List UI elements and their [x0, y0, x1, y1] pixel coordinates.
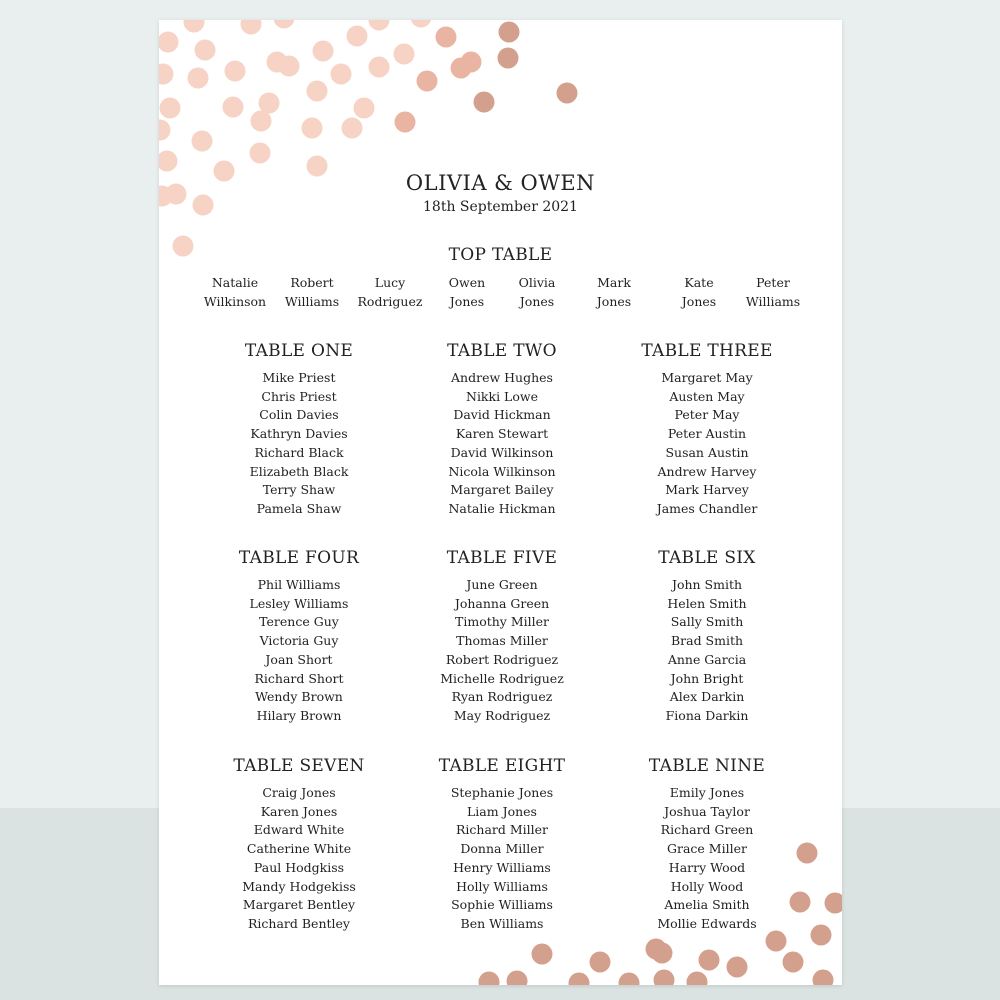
guest-name: Terry Shaw: [262, 482, 336, 498]
guest-name: Lesley Williams: [249, 595, 349, 611]
guest-name: Brad Smith: [670, 633, 744, 649]
guest-name: Wendy Brown: [255, 689, 343, 705]
top-table-title: TOP TABLE: [448, 245, 553, 265]
table-title: TABLE FOUR: [238, 548, 360, 568]
confetti-dot: [654, 970, 675, 986]
guest-name: Margaret Bentley: [242, 897, 356, 913]
confetti-dot: [727, 957, 748, 978]
top-table-guest: Robert Williams: [284, 275, 340, 309]
confetti-dot: [251, 111, 272, 132]
guest-name: Liam Jones: [467, 803, 537, 819]
guest-name: Colin Davies: [259, 407, 339, 423]
seating-table: [194, 547, 404, 726]
guest-name: Andrew Harvey: [657, 463, 757, 479]
confetti-dot: [159, 151, 178, 172]
confetti-dot: [159, 120, 171, 141]
confetti-dot: [395, 112, 416, 133]
guest-name: Nicola Wilkinson: [448, 463, 556, 479]
confetti-dot: [652, 943, 673, 964]
guest-name: Harry Wood: [668, 859, 746, 875]
guest-name: Donna Miller: [460, 841, 544, 857]
seating-table: [397, 547, 607, 726]
confetti-dot: [813, 970, 834, 986]
guest-name: Robert Rodriguez: [445, 651, 559, 667]
guest-name: Margaret May: [661, 370, 753, 385]
confetti-dot: [783, 952, 804, 973]
guest-list: [602, 784, 812, 934]
guest-name: Stephanie Jones: [450, 785, 554, 800]
table-title: TABLE SEVEN: [233, 756, 365, 776]
top-table: [159, 244, 842, 313]
confetti-dot: [313, 41, 334, 62]
confetti-dot: [159, 64, 174, 85]
table-title: TABLE NINE: [648, 756, 766, 776]
top-table-guest: Mark Jones: [596, 275, 632, 309]
guest-name: Richard Short: [254, 670, 344, 686]
confetti-dot: [811, 925, 832, 946]
guest-name: Craig Jones: [262, 785, 336, 800]
guest-name: Holly Williams: [456, 878, 548, 894]
top-table-guest: Owen Jones: [448, 275, 486, 309]
confetti-dot: [461, 52, 482, 73]
guest-list: [397, 576, 607, 726]
guest-name: James Chandler: [656, 500, 758, 516]
confetti-dot: [279, 56, 300, 77]
guest-name: Susan Austin: [665, 444, 749, 460]
guest-name: Natalie Hickman: [448, 500, 556, 516]
confetti-dot: [687, 972, 708, 986]
confetti-dot: [436, 27, 457, 48]
guest-list: [397, 784, 607, 934]
guest-name: Alex Darkin: [669, 689, 745, 705]
wedding-date: 18th September 2021: [423, 199, 578, 215]
guest-name: Mollie Edwards: [657, 915, 757, 931]
confetti-dot: [557, 83, 578, 104]
guest-name: Catherine White: [246, 841, 352, 857]
confetti-dot: [184, 20, 205, 33]
confetti-dot: [347, 26, 368, 47]
table-title: TABLE FIVE: [446, 548, 558, 568]
guest-list: [194, 576, 404, 726]
confetti-dot: [411, 20, 432, 28]
confetti-dot: [192, 131, 213, 152]
seating-table: [602, 755, 812, 934]
guest-name: Mandy Hodgekiss: [242, 878, 356, 894]
top-table-guest: Kate Jones: [681, 275, 717, 309]
guest-name: May Rodriguez: [453, 707, 551, 723]
table-title: TABLE THREE: [641, 341, 773, 361]
guest-name: Timothy Miller: [455, 614, 549, 630]
guest-name: Thomas Miller: [456, 633, 548, 649]
guest-name: Paul Hodgkiss: [253, 859, 345, 875]
table-title: TABLE ONE: [244, 341, 354, 361]
couple-names: OLIVIA & OWEN: [405, 171, 596, 195]
guest-name: Mike Priest: [262, 370, 336, 385]
guest-name: Margaret Bailey: [450, 482, 554, 498]
confetti-dot: [195, 40, 216, 61]
confetti-dot: [354, 98, 375, 119]
plan-header: [159, 170, 842, 216]
guest-name: Richard Black: [254, 444, 344, 460]
guest-name: Karen Jones: [260, 803, 338, 819]
top-table-guest: Lucy Rodriguez: [357, 275, 423, 309]
guest-name: Amelia Smith: [664, 897, 750, 913]
confetti-dot: [369, 57, 390, 78]
guest-name: Kathryn Davies: [250, 426, 348, 442]
confetti-dot: [188, 68, 209, 89]
confetti-dot: [766, 931, 787, 952]
guest-name: Karen Stewart: [455, 426, 549, 442]
guest-name: Henry Williams: [453, 859, 551, 875]
confetti-dot: [699, 950, 720, 971]
confetti-dot: [590, 952, 611, 973]
guest-name: Sophie Williams: [451, 897, 553, 913]
guest-name: Andrew Hughes: [451, 370, 553, 385]
guest-name: Helen Smith: [667, 595, 747, 611]
guest-name: Peter May: [674, 407, 740, 423]
guest-name: Austen May: [669, 388, 745, 404]
confetti-dot: [225, 61, 246, 82]
top-table-guests: [159, 273, 842, 313]
guest-name: Richard Miller: [455, 822, 549, 838]
guest-name: John Bright: [670, 670, 744, 686]
guest-name: Holly Wood: [670, 878, 744, 894]
guest-name: Elizabeth Black: [249, 463, 349, 479]
guest-list: [194, 369, 404, 519]
top-table-guest: Natalie Wilkinson: [203, 275, 267, 309]
guest-name: Pamela Shaw: [256, 500, 342, 516]
guest-name: John Smith: [671, 577, 743, 592]
confetti-dot: [250, 143, 271, 164]
guest-list: [397, 369, 607, 519]
guest-name: June Green: [466, 577, 538, 592]
table-title: TABLE EIGHT: [438, 756, 566, 776]
confetti-dot: [825, 893, 843, 914]
seating-table: [397, 340, 607, 519]
seating-table: [194, 340, 404, 519]
seating-table: [602, 340, 812, 519]
confetti-dot: [507, 971, 528, 986]
confetti-dot: [569, 973, 590, 986]
seating-table: [194, 755, 404, 934]
confetti-dot: [274, 20, 295, 29]
guest-name: Mark Harvey: [665, 482, 749, 498]
guest-list: [602, 576, 812, 726]
confetti-dot: [342, 118, 363, 139]
confetti-dot: [369, 20, 390, 31]
guest-name: Joan Short: [265, 651, 333, 667]
guest-name: Sally Smith: [670, 614, 744, 630]
confetti-dot: [474, 92, 495, 113]
guest-name: Ben Williams: [460, 915, 544, 931]
seating-plan-card: [159, 20, 842, 985]
seating-table: [602, 547, 812, 726]
guest-name: Richard Bentley: [248, 915, 350, 931]
guest-name: Victoria Guy: [259, 633, 339, 649]
confetti-dot: [479, 972, 500, 986]
guest-name: Terence Guy: [259, 614, 339, 630]
guest-name: Joshua Taylor: [664, 803, 750, 819]
guest-name: Hilary Brown: [256, 707, 342, 723]
confetti-dot: [499, 22, 520, 43]
confetti-dot: [394, 44, 415, 65]
confetti-dot: [223, 97, 244, 118]
confetti-dot: [241, 20, 262, 35]
confetti-dot: [307, 81, 328, 102]
guest-name: Anne Garcia: [667, 651, 747, 667]
confetti-dot: [159, 32, 179, 53]
guest-name: Phil Williams: [257, 577, 341, 592]
guest-name: David Wilkinson: [450, 444, 554, 460]
guest-name: Peter Austin: [667, 426, 747, 442]
table-title: TABLE SIX: [658, 548, 756, 568]
guest-name: Nikki Lowe: [466, 388, 538, 404]
top-table-guest: Peter Williams: [745, 275, 801, 309]
confetti-dot: [160, 98, 181, 119]
guest-name: Emily Jones: [669, 785, 745, 800]
guest-name: Johanna Green: [454, 595, 550, 611]
guest-name: David Hickman: [453, 407, 551, 423]
guest-list: [194, 784, 404, 934]
table-title: TABLE TWO: [447, 341, 557, 361]
confetti-dot: [498, 48, 519, 69]
guest-name: Ryan Rodriguez: [451, 689, 553, 705]
guest-name: Grace Miller: [667, 841, 747, 857]
guest-name: Michelle Rodriguez: [440, 670, 564, 686]
confetti-dot: [532, 944, 553, 965]
guest-name: Fiona Darkin: [665, 707, 749, 723]
guest-list: [602, 369, 812, 519]
confetti-dot: [619, 973, 640, 986]
guest-name: Richard Green: [660, 822, 754, 838]
confetti-dot: [331, 64, 352, 85]
guest-name: Chris Priest: [261, 388, 337, 404]
seating-table: [397, 755, 607, 934]
confetti-dot: [259, 93, 280, 114]
confetti-dot: [302, 118, 323, 139]
top-table-guest: Olivia Jones: [518, 275, 556, 309]
guest-name: Edward White: [253, 822, 345, 838]
confetti-dot: [417, 71, 438, 92]
